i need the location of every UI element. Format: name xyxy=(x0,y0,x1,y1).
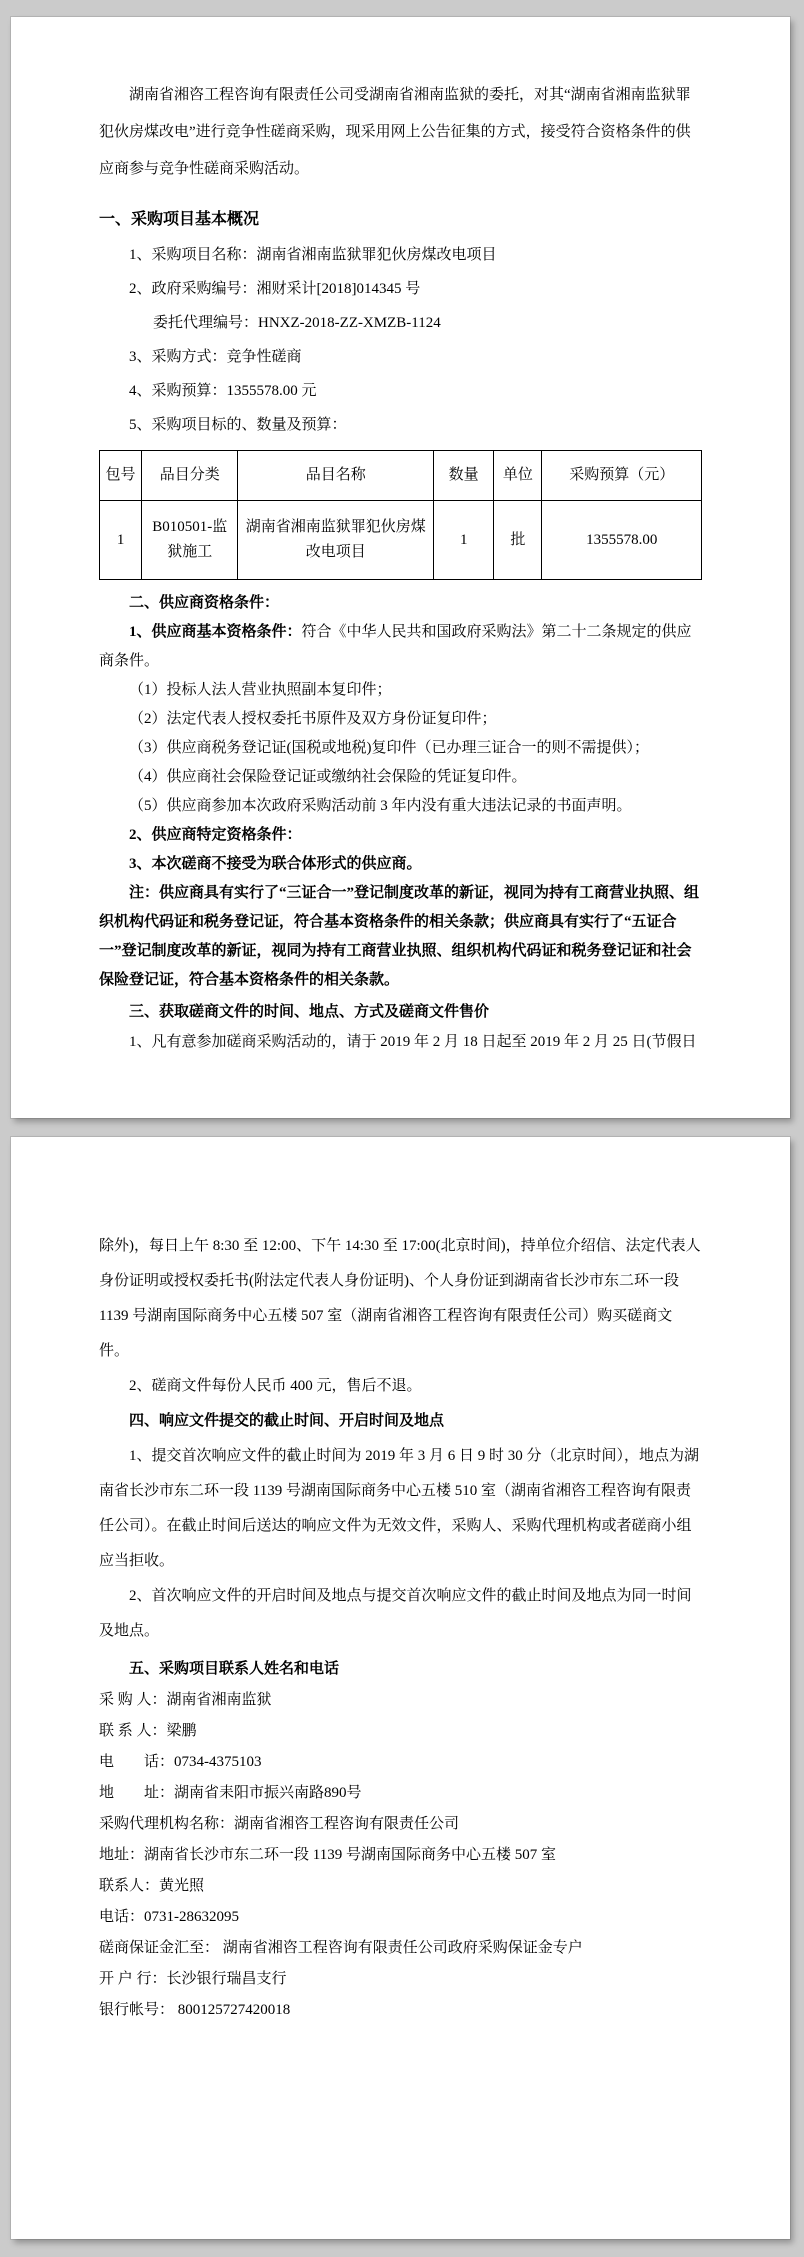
table-header-unit: 单位 xyxy=(494,451,542,501)
table-header-budget: 采购预算（元） xyxy=(542,451,702,501)
qualification-sub-2: （2）法定代表人授权委托书原件及双方身份证复印件； xyxy=(129,711,497,727)
cell-package-no: 1 xyxy=(100,501,142,580)
contact-purchaser: 采 购 人：湖南省湘南监狱 xyxy=(99,1692,272,1708)
document-purchase-time-para: 1、凡有意参加磋商采购活动的，请于 2019 年 2 月 18 日起至 2019 年 2 月 25 日(节假日 xyxy=(129,1034,697,1050)
supplier-basic-qualification-label: 1、供应商基本资格条件： xyxy=(129,624,302,640)
bank-account-line: 银行帐号： 800125727420018 xyxy=(99,2002,291,2018)
qualification-sub-1: （1）投标人法人营业执照副本复印件； xyxy=(129,682,392,698)
cell-budget: 1355578.00 xyxy=(542,501,702,580)
document-price-para: 2、磋商文件每份人民币 400 元，售后不退。 xyxy=(129,1378,422,1394)
intro-paragraph: 湖南省湘咨工程咨询有限责任公司受湖南省湘南监狱的委托，对其“湖南省湘南监狱罪犯伙房煤改电”进行竞争性磋商采购，现采用网上公告征集的方式，接受符合资格条件的供应商参与竞争性磋商采购活动。 xyxy=(99,87,691,177)
cell-item-name: 湖南省湘南监狱罪犯伙房煤改电项目 xyxy=(238,501,434,580)
agency-number-item: 委托代理编号：HNXZ-2018-ZZ-XMZB-1124 xyxy=(153,315,441,331)
project-name-item: 1、采购项目名称：湖南省湘南监狱罪犯伙房煤改电项目 xyxy=(129,247,497,263)
table-row xyxy=(100,501,702,580)
supplier-specific-qualification: 2、供应商特定资格条件： xyxy=(129,827,302,843)
document-page-1 xyxy=(11,17,790,1118)
table-header-row xyxy=(100,451,702,501)
contact-phone: 电 话：0734-4375103 xyxy=(99,1754,262,1770)
cell-unit: 批 xyxy=(494,501,542,580)
section-4-heading: 四、响应文件提交的截止时间、开启时间及地点 xyxy=(129,1413,445,1429)
cell-quantity: 1 xyxy=(434,501,494,580)
section-3-heading: 三、获取磋商文件的时间、地点、方式及磋商文件售价 xyxy=(129,1004,490,1020)
contact-person: 联 系 人：梁鹏 xyxy=(99,1723,197,1739)
document-page-2 xyxy=(11,1137,790,2239)
cell-item-category: B010501-监狱施工 xyxy=(142,501,238,580)
page-2-content xyxy=(11,1137,790,2026)
budget-item: 4、采购预算：1355578.00 元 xyxy=(129,383,317,399)
agency-address-line: 地址：湖南省长沙市东二环一段 1139 号湖南国际商务中心五楼 507 室 xyxy=(99,1847,556,1863)
agency-contact-person: 联系人：黄光照 xyxy=(99,1878,205,1894)
procurement-items-table xyxy=(99,450,702,580)
table-header-quantity: 数量 xyxy=(434,451,494,501)
certificates-note: 注：供应商具有实行了“三证合一”登记制度改革的新证，视同为持有工商营业执照、组织机构代码证和税务登记证，符合基本资格条件的相关条款；供应商具有实行了“五证合一”登记制度改革的新证，视同为持有工商营业执照、组织机构代码证和税务登记证和社会保险登记证，符合基本资格条件的相关条款。 xyxy=(99,885,700,988)
supplier-basic-qualification-text: 符合《中华人民共和国政府采购法》第二十二条规定的供应商条件。 xyxy=(99,624,692,669)
section-2-heading: 二、供应商资格条件： xyxy=(129,595,280,611)
table-header-item-name: 品目名称 xyxy=(238,451,434,501)
deposit-payee-line: 磋商保证金汇至： 湖南省湘咨工程咨询有限责任公司政府采购保证金专户 xyxy=(99,1940,583,1956)
qualification-sub-5: （5）供应商参加本次政府采购活动前 3 年内没有重大违法记录的书面声明。 xyxy=(129,798,632,814)
procurement-number-item: 2、政府采购编号：湘财采计[2018]014345 号 xyxy=(129,281,421,297)
section-1-heading: 一、采购项目基本概况 xyxy=(99,211,260,228)
agency-phone: 电话：0731-28632095 xyxy=(99,1909,239,1925)
table-header-item-category: 品目分类 xyxy=(142,451,238,501)
no-consortium-item: 3、本次磋商不接受为联合体形式的供应商。 xyxy=(129,856,422,872)
qualification-sub-4: （4）供应商社会保险登记证或缴纳社会保险的凭证复印件。 xyxy=(129,769,527,785)
page-1-content xyxy=(11,17,790,1057)
section-5-heading: 五、采购项目联系人姓名和电话 xyxy=(129,1661,340,1677)
subject-quantity-budget-item: 5、采购项目标的、数量及预算： xyxy=(129,417,347,433)
opening-time-para: 2、首次响应文件的开启时间及地点与提交首次响应文件的截止时间及地点为同一时间及地点。 xyxy=(99,1588,692,1639)
qualification-sub-3: （3）供应商税务登记证(国税或地税)复印件（已办理三证合一的则不需提供）； xyxy=(129,740,649,756)
agency-name-line: 采购代理机构名称：湖南省湘咨工程咨询有限责任公司 xyxy=(99,1816,460,1832)
contact-address: 地 址：湖南省耒阳市振兴南路890号 xyxy=(99,1785,362,1801)
document-purchase-time-continued: 除外)，每日上午 8:30 至 12:00、下午 14:30 至 17:00(北京时间)，持单位介绍信、法定代表人身份证明或授权委托书(附法定代表人身份证明)、个人身份证到湖南省长沙市东二环一段 1139 号湖南国际商务中心五楼 507 室（湖南省湘咨工程咨询有限责任公司）购买磋商文件。 xyxy=(99,1238,701,1359)
bank-name-line: 开 户 行：长沙银行瑞昌支行 xyxy=(99,1971,287,1987)
supplier-basic-qualification xyxy=(99,618,702,676)
table-header-package-no: 包号 xyxy=(100,451,142,501)
procurement-method-item: 3、采购方式：竞争性磋商 xyxy=(129,349,302,365)
submission-deadline-para: 1、提交首次响应文件的截止时间为 2019 年 3 月 6 日 9 时 30 分（北京时间），地点为湖南省长沙市东二环一段 1139 号湖南国际商务中心五楼 510 室（湖南省湘咨工程咨询有限责任公司）。在截止时间后送达的响应文件为无效文件，采购人、采购代理机构或者磋商小组应当拒收。 xyxy=(99,1448,700,1569)
